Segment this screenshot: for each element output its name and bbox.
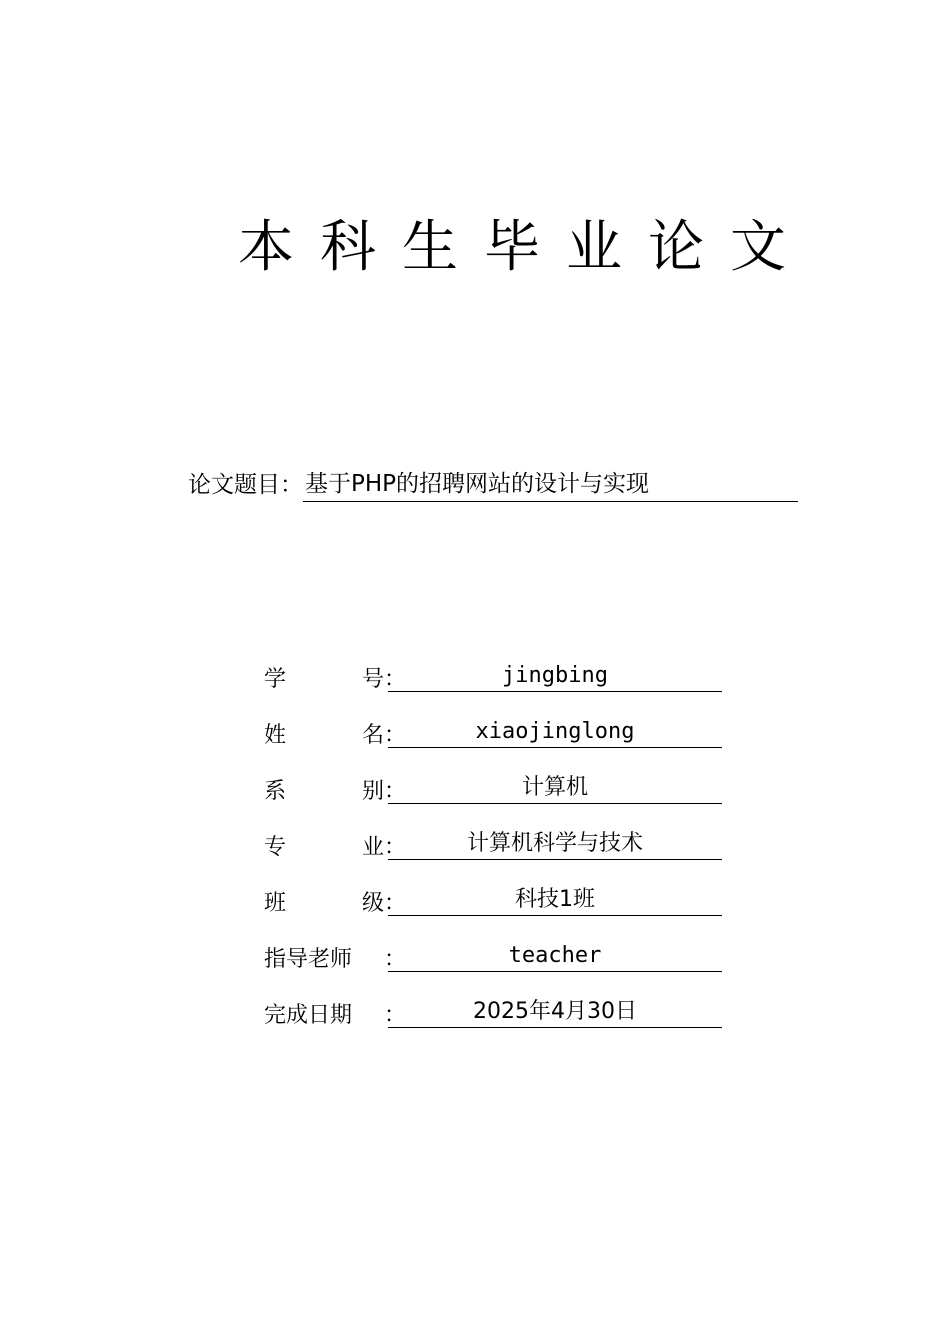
info-label-char: 学 bbox=[264, 667, 287, 692]
student-info-block bbox=[264, 640, 722, 1032]
info-label-char: 业 bbox=[361, 835, 384, 860]
info-label-text: 指导老师 bbox=[264, 947, 353, 972]
info-value-class: 科技1班 bbox=[388, 885, 722, 916]
info-row-student-id bbox=[264, 640, 722, 696]
info-row-department bbox=[264, 752, 722, 808]
info-value-department: 计算机 bbox=[388, 773, 722, 804]
info-value-name: xiaojinglong bbox=[388, 717, 722, 748]
info-label-char: 名 bbox=[361, 723, 384, 748]
thesis-title-value: 基于PHP的招聘网站的设计与实现 bbox=[303, 467, 798, 502]
info-row-advisor bbox=[264, 920, 722, 976]
info-label-name bbox=[264, 720, 407, 752]
info-label-department bbox=[264, 776, 407, 808]
page-title: 本科生毕业论文 bbox=[238, 215, 812, 280]
info-label-student-id bbox=[264, 664, 407, 696]
info-label-major bbox=[264, 832, 407, 864]
info-label-char: 级 bbox=[361, 891, 384, 916]
info-colon: ： bbox=[384, 947, 407, 972]
info-label-advisor bbox=[264, 944, 407, 976]
info-label-char: 别 bbox=[361, 779, 384, 804]
info-label-char: 系 bbox=[264, 779, 287, 804]
info-label-char: 姓 bbox=[264, 723, 287, 748]
thesis-title-label: 论文题目： bbox=[188, 472, 303, 498]
info-colon: ： bbox=[384, 1003, 407, 1028]
info-colon: ： bbox=[384, 891, 407, 916]
info-label-char: 班 bbox=[264, 891, 287, 916]
info-label-char: 号 bbox=[361, 667, 384, 692]
info-value-major: 计算机科学与技术 bbox=[388, 829, 722, 860]
info-row-completion-date bbox=[264, 976, 722, 1032]
info-colon: ： bbox=[384, 723, 407, 748]
info-label-char: 专 bbox=[264, 835, 287, 860]
thesis-title-row bbox=[188, 466, 798, 502]
info-colon: ： bbox=[384, 667, 407, 692]
info-label-class bbox=[264, 888, 407, 920]
info-colon: ： bbox=[384, 835, 407, 860]
info-colon: ： bbox=[384, 779, 407, 804]
info-row-name bbox=[264, 696, 722, 752]
info-row-class bbox=[264, 864, 722, 920]
info-label-text: 完成日期 bbox=[264, 1003, 353, 1028]
info-label-completion-date bbox=[264, 1000, 407, 1032]
info-value-student-id: jingbing bbox=[388, 661, 722, 692]
info-value-completion-date: 2025年4月30日 bbox=[388, 997, 722, 1028]
info-value-advisor: teacher bbox=[388, 941, 722, 972]
info-row-major bbox=[264, 808, 722, 864]
